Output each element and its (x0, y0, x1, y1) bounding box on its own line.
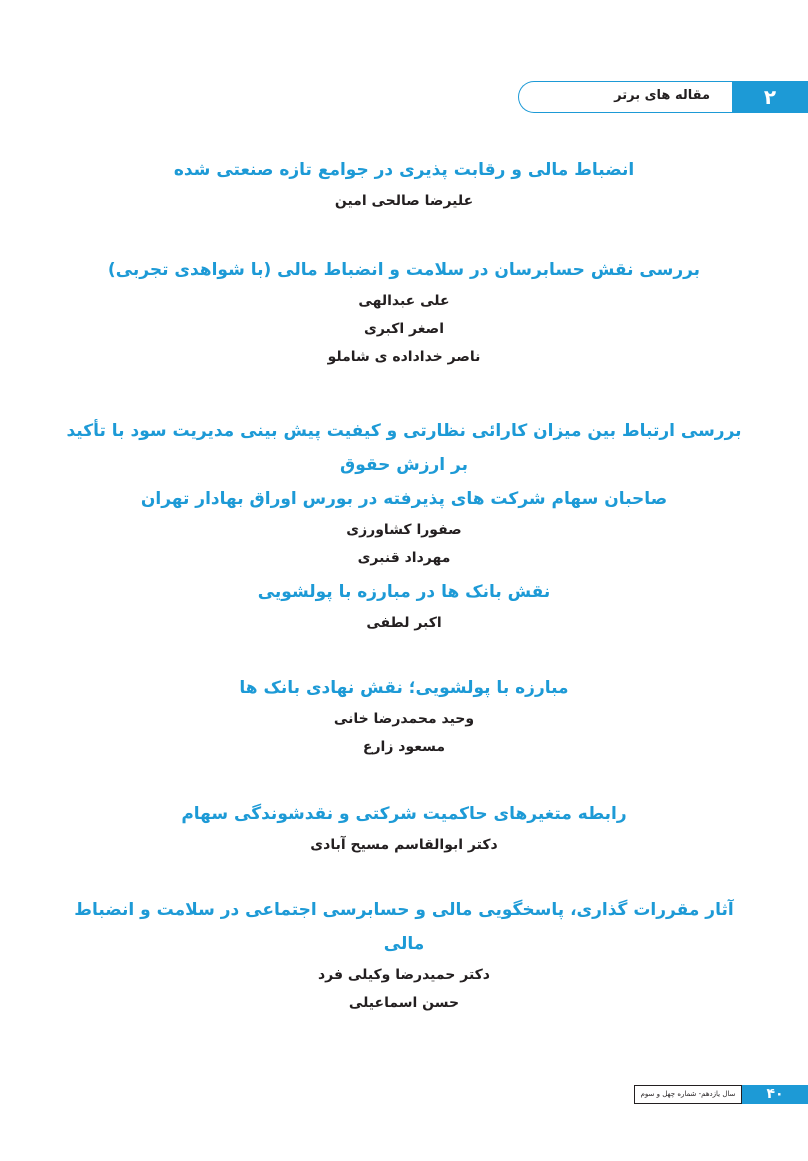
article-title: نقش بانک ها در مبارزه با پولشویی (257, 582, 551, 602)
article-author: وحید محمدرضا خانی (333, 711, 475, 727)
article-entry (60, 671, 748, 761)
article-title: رابطه متغیرهای حاکمیت شرکتی و نقدشوندگی سهام (181, 804, 627, 824)
article-author: اصغر اکبری (363, 321, 444, 337)
article-author: دکتر ابوالقاسم مسیح آبادی (310, 837, 498, 853)
article-entry (60, 253, 748, 371)
article-entry (60, 414, 748, 572)
article-author: علی عبدالهی (358, 293, 450, 309)
article-author: اکبر لطفی (366, 615, 442, 631)
article-entry (60, 797, 748, 859)
issue-info: سال یازدهم- شماره چهل و سوم (634, 1085, 742, 1104)
section-title: مقاله های برتر (614, 88, 710, 103)
article-entry (60, 153, 748, 215)
article-author: صفورا کشاورزی (346, 522, 462, 538)
article-title: مبارزه با پولشویی؛ نقش نهادی بانک ها (239, 678, 569, 698)
section-number: ۲ (732, 81, 808, 113)
article-author: حسن اسماعیلی (348, 995, 460, 1011)
article-author: دکتر حمیدرضا وکیلی فرد (318, 967, 490, 983)
article-title: بررسی نقش حسابرسان در سلامت و انضباط مالی (با شواهدی تجربی) (107, 260, 701, 280)
article-entry (60, 575, 748, 637)
article-author: مسعود زارع (362, 739, 446, 755)
page-number: ۴۰ (742, 1085, 808, 1104)
article-title: انضباط مالی و رقابت پذیری در جوامع تازه صنعتی شده (173, 160, 635, 180)
article-entry (60, 893, 748, 1017)
article-title: بررسی ارتباط بین میزان کارائی نظارتی و کیفیت پیش بینی مدیریت سود با تأکید بر ارزش حقوق (66, 421, 742, 475)
article-title: آثار مقررات گذاری، پاسخگویی مالی و حسابرسی اجتماعی در سلامت و انضباط مالی (74, 900, 734, 954)
article-author: ناصر خداداده ی شاملو (327, 349, 481, 365)
article-author: علیرضا صالحی امین (334, 193, 474, 209)
article-author: مهرداد قنبری (357, 550, 451, 566)
article-title-continued: صاحبان سهام شرکت های پذیرفته در بورس اوراق بهادار تهران (140, 489, 668, 509)
